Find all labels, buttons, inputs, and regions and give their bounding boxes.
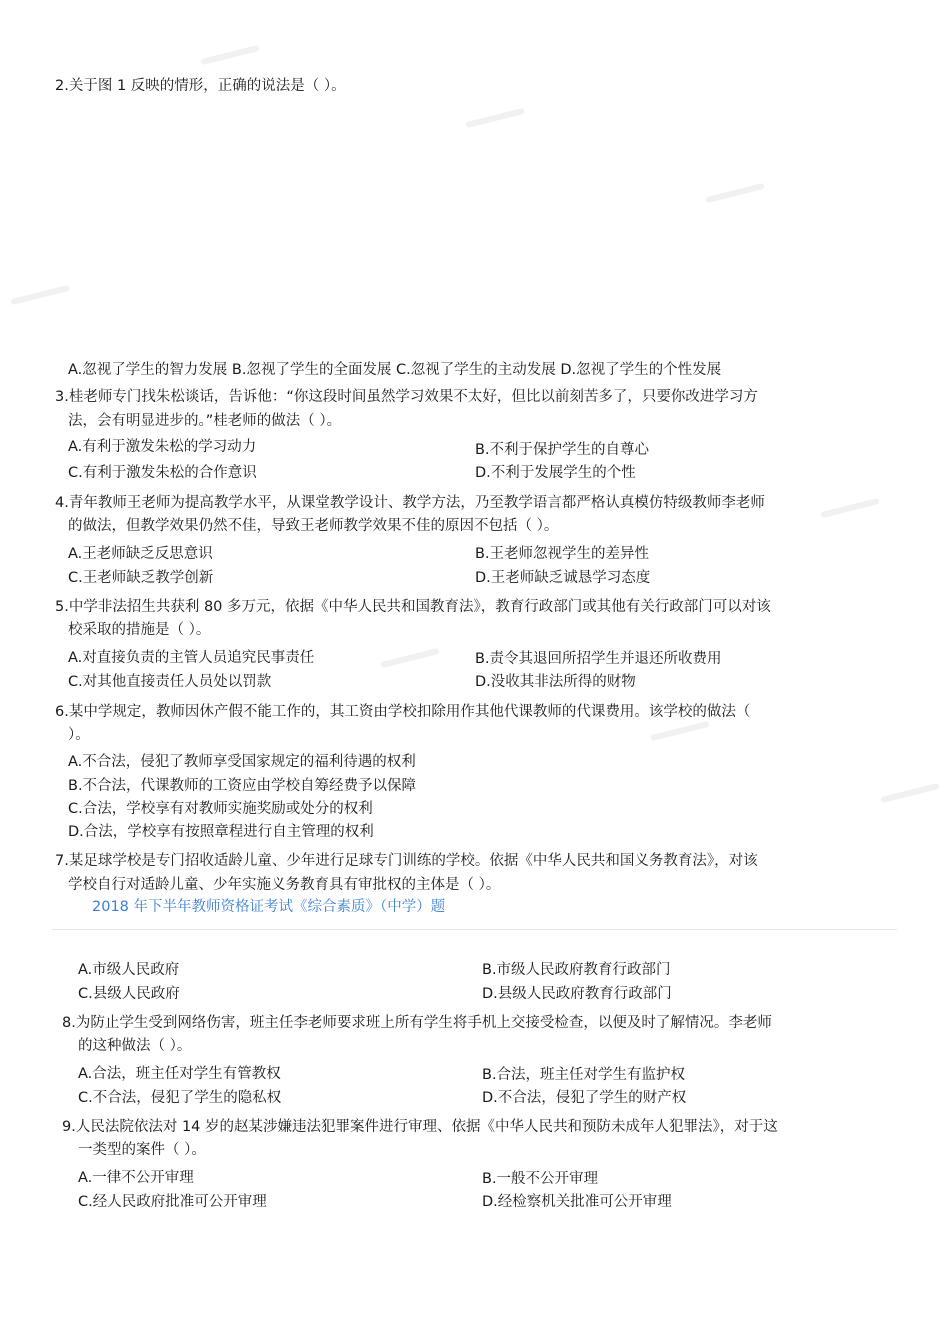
question-3-option-c: C.有利于激发朱松的合作意识 — [68, 465, 257, 481]
watermark-mark — [380, 648, 440, 668]
question-4-stem-line-2: 的做法，但教学效果仍然不佳，导致王老师教学效果不佳的原因不包括（ ）。 — [68, 518, 559, 534]
question-7-option-c: C.县级人民政府 — [78, 986, 180, 1002]
question-4-option-a: A.王老师缺乏反思意识 — [68, 546, 213, 562]
question-5-option-d: D.没收其非法所得的财物 — [475, 674, 636, 690]
question-7-option-a: A.市级人民政府 — [78, 962, 180, 978]
question-5-option-a: A.对直接负责的主管人员追究民事责任 — [68, 650, 315, 666]
watermark-mark — [465, 108, 525, 128]
question-3-option-d: D.不利于发展学生的个性 — [475, 465, 636, 481]
question-6-stem-line-1: 6.某中学规定，教师因休产假不能工作的，其工资由学校扣除用作其他代课教师的代课费用。该学校的做法（ — [55, 704, 751, 720]
question-7-option-d: D.县级人民政府教育行政部门 — [482, 986, 672, 1002]
exam-title: 2018 年下半年教师资格证考试《综合素质》（中学）题 — [92, 899, 446, 915]
question-8-option-d: D.不合法，侵犯了学生的财产权 — [482, 1090, 687, 1106]
question-7-stem-line-1: 7.某足球学校是专门招收适龄儿童、少年进行足球专门训练的学校。依据《中华人民共和国义务教育法》，对该 — [55, 853, 758, 869]
question-6-option-d: D.合法，学校享有按照章程进行自主管理的权利 — [68, 824, 374, 840]
watermark-mark — [10, 285, 70, 305]
watermark-mark — [200, 45, 260, 65]
question-4-stem-line-1: 4.青年教师王老师为提高教学水平，从课堂教学设计、教学方法，乃至教学语言都严格认真模仿特级教师李老师 — [55, 495, 765, 511]
question-5-stem-line-1: 5.中学非法招生共获利 80 多万元，依据《中华人民共和国教育法》，教育行政部门或其他有关行政部门可以对该 — [55, 599, 771, 615]
question-2-stem: 2.关于图 1 反映的情形，正确的说法是（ ）。 — [55, 78, 346, 94]
question-5-stem-line-2: 校采取的措施是（ ）。 — [68, 622, 211, 638]
question-8-option-b: B.合法，班主任对学生有监护权 — [482, 1067, 686, 1083]
question-7-stem-line-2: 学校自行对适龄儿童、少年实施义务教育具有审批权的主体是（ ）。 — [68, 877, 501, 893]
question-8-option-c: C.不合法，侵犯了学生的隐私权 — [78, 1090, 282, 1106]
question-7-option-b: B.市级人民政府教育行政部门 — [482, 962, 671, 978]
question-3-option-b: B.不利于保护学生的自尊心 — [475, 442, 650, 458]
question-9-option-b: B.一般不公开审理 — [482, 1171, 599, 1187]
question-5-option-b: B.责令其退回所招学生并退还所收费用 — [475, 651, 722, 667]
question-6-option-c: C.合法，学校享有对教师实施奖励或处分的权利 — [68, 801, 373, 817]
question-4-option-b: B.王老师忽视学生的差异性 — [475, 546, 650, 562]
page-divider — [52, 929, 897, 930]
question-9-option-a: A.一律不公开审理 — [78, 1170, 194, 1186]
question-4-option-c: C.王老师缺乏教学创新 — [68, 570, 214, 586]
question-9-stem-line-2: 一类型的案件（ ）。 — [78, 1142, 206, 1158]
question-8-option-a: A.合法，班主任对学生有管教权 — [78, 1066, 281, 1082]
question-9-option-c: C.经人民政府批准可公开审理 — [78, 1194, 267, 1210]
question-2-options: A.忽视了学生的智力发展 B.忽视了学生的全面发展 C.忽视了学生的主动发展 D.忽视了学生的个性发展 — [68, 362, 722, 378]
question-4-option-d: D.王老师缺乏诚恳学习态度 — [475, 570, 651, 586]
question-8-stem-line-1: 8.为防止学生受到网络伤害，班主任李老师要求班上所有学生将手机上交接受检查，以便及时了解情况。李老师 — [62, 1015, 772, 1031]
watermark-mark — [820, 498, 880, 518]
question-3-stem-line-2: 法，会有明显进步的。”桂老师的做法（ ）。 — [68, 413, 342, 429]
question-6-option-b: B.不合法，代课教师的工资应由学校自筹经费予以保障 — [68, 778, 417, 794]
question-5-option-c: C.对其他直接责任人员处以罚款 — [68, 674, 272, 690]
question-9-stem-line-1: 9.人民法院依法对 14 岁的赵某涉嫌违法犯罪案件进行审理、依据《中华人民共和预防未成年人犯罪法》，对于这 — [62, 1119, 778, 1135]
question-9-option-d: D.经检察机关批准可公开审理 — [482, 1194, 672, 1210]
question-3-stem-line-1: 3.桂老师专门找朱松谈话，告诉他：“你这段时间虽然学习效果不太好，但比以前刻苦多了，只要你改进学习方 — [55, 389, 758, 405]
watermark-mark — [650, 721, 710, 741]
question-3-option-a: A.有利于激发朱松的学习动力 — [68, 439, 257, 455]
question-6-stem-line-2: ）。 — [68, 727, 90, 743]
question-8-stem-line-2: 的这种做法（ ）。 — [78, 1038, 192, 1054]
watermark-mark — [880, 783, 940, 803]
watermark-mark — [705, 183, 765, 203]
question-6-option-a: A.不合法，侵犯了教师享受国家规定的福利待遇的权利 — [68, 754, 416, 770]
